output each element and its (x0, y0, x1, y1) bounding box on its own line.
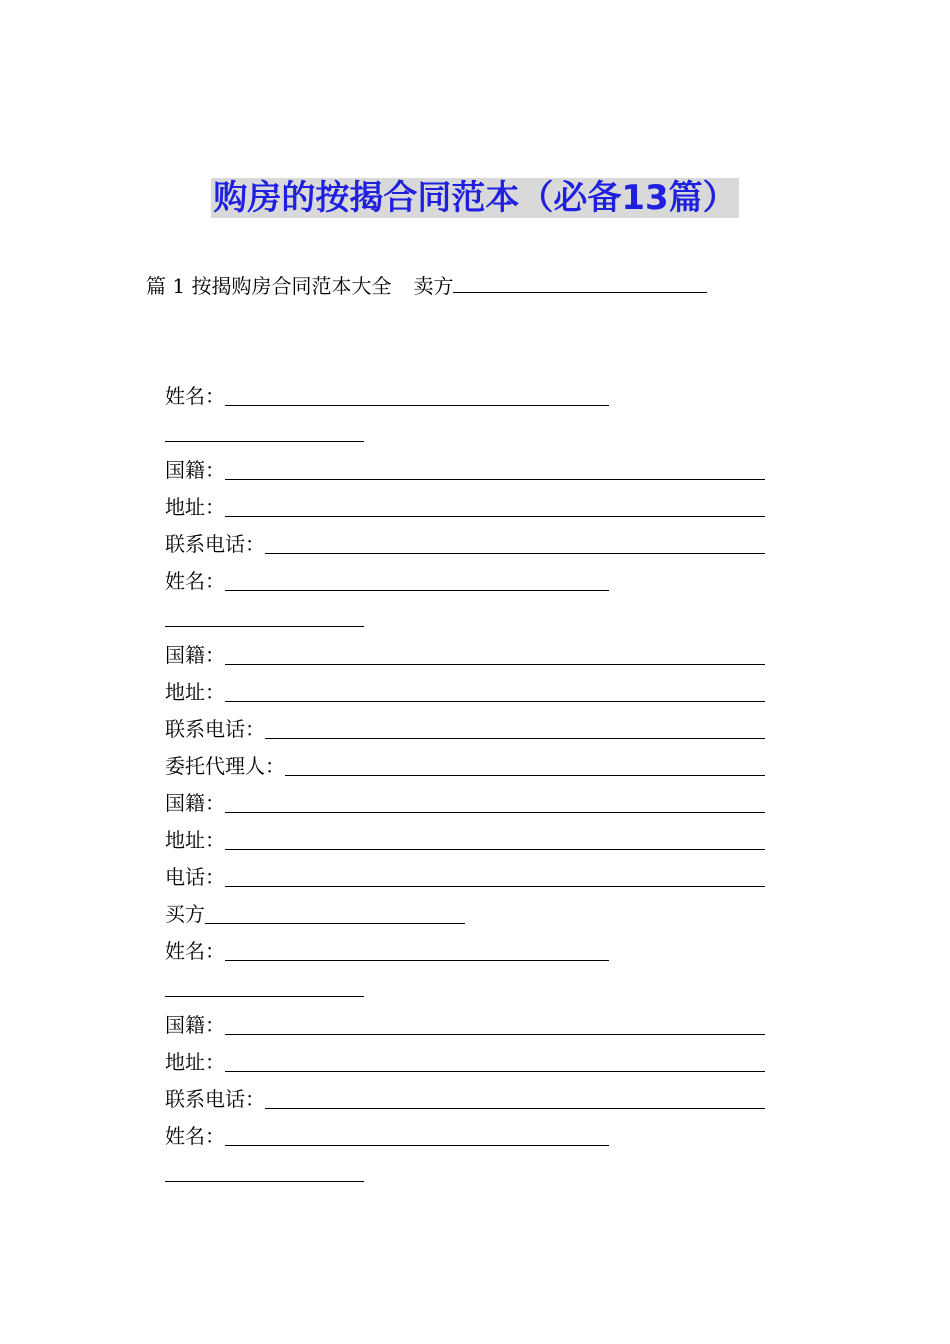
seller-blank-line[interactable] (453, 272, 707, 293)
field-row (165, 899, 465, 927)
continuation-blank-line[interactable] (165, 625, 364, 627)
field-blank-line[interactable] (225, 496, 765, 517)
field-row (165, 529, 765, 557)
document-title: 购房的按揭合同范本（必备13篇） (213, 178, 737, 218)
field-blank-line[interactable] (225, 570, 609, 591)
field-row (165, 640, 765, 668)
field-blank-line[interactable] (225, 829, 765, 850)
field-label: 买方 (165, 902, 205, 926)
field-label: 委托代理人： (165, 754, 285, 778)
field-blank-line[interactable] (225, 385, 609, 406)
field-row (165, 714, 765, 742)
field-blank-line[interactable] (225, 866, 765, 887)
field-label: 国籍： (165, 458, 225, 482)
field-blank-line[interactable] (225, 644, 765, 665)
field-row (165, 1047, 765, 1075)
field-label: 国籍： (165, 791, 225, 815)
field-row (165, 677, 765, 705)
field-row (165, 751, 765, 779)
field-label: 电话： (165, 865, 225, 889)
field-row (165, 1010, 765, 1038)
field-row (165, 566, 609, 594)
field-label: 姓名： (165, 939, 225, 963)
intro-line (146, 272, 707, 299)
field-label: 地址： (165, 495, 225, 519)
field-row (165, 1084, 765, 1112)
continuation-blank-line[interactable] (165, 440, 364, 442)
field-label: 地址： (165, 1050, 225, 1074)
field-row (165, 1121, 609, 1149)
field-blank-line[interactable] (225, 1051, 765, 1072)
field-blank-line[interactable] (225, 1125, 609, 1146)
field-label: 联系电话： (165, 1087, 265, 1111)
field-label: 地址： (165, 828, 225, 852)
field-blank-line[interactable] (265, 1088, 765, 1109)
field-blank-line[interactable] (265, 533, 765, 554)
field-row (165, 788, 765, 816)
field-row (165, 862, 765, 890)
field-label: 姓名： (165, 1124, 225, 1148)
title-container (0, 178, 950, 218)
field-blank-line[interactable] (225, 681, 765, 702)
field-row (165, 936, 609, 964)
field-row (165, 825, 765, 853)
field-blank-line[interactable] (265, 718, 765, 739)
field-blank-line[interactable] (225, 940, 609, 961)
field-label: 联系电话： (165, 717, 265, 741)
field-label: 地址： (165, 680, 225, 704)
continuation-blank-line[interactable] (165, 1180, 364, 1182)
field-label: 姓名： (165, 384, 225, 408)
seller-label: 卖方 (413, 274, 454, 298)
field-blank-line[interactable] (285, 755, 765, 776)
field-row (165, 381, 609, 409)
field-label: 国籍： (165, 1013, 225, 1037)
field-row (165, 492, 765, 520)
field-blank-line[interactable] (225, 459, 765, 480)
field-label: 联系电话： (165, 532, 265, 556)
section-heading: 篇 1 按揭购房合同范本大全 (146, 274, 392, 298)
continuation-blank-line[interactable] (165, 995, 364, 997)
field-blank-line[interactable] (205, 903, 465, 924)
field-label: 姓名： (165, 569, 225, 593)
field-row (165, 455, 765, 483)
field-label: 国籍： (165, 643, 225, 667)
field-blank-line[interactable] (225, 792, 765, 813)
field-blank-line[interactable] (225, 1014, 765, 1035)
